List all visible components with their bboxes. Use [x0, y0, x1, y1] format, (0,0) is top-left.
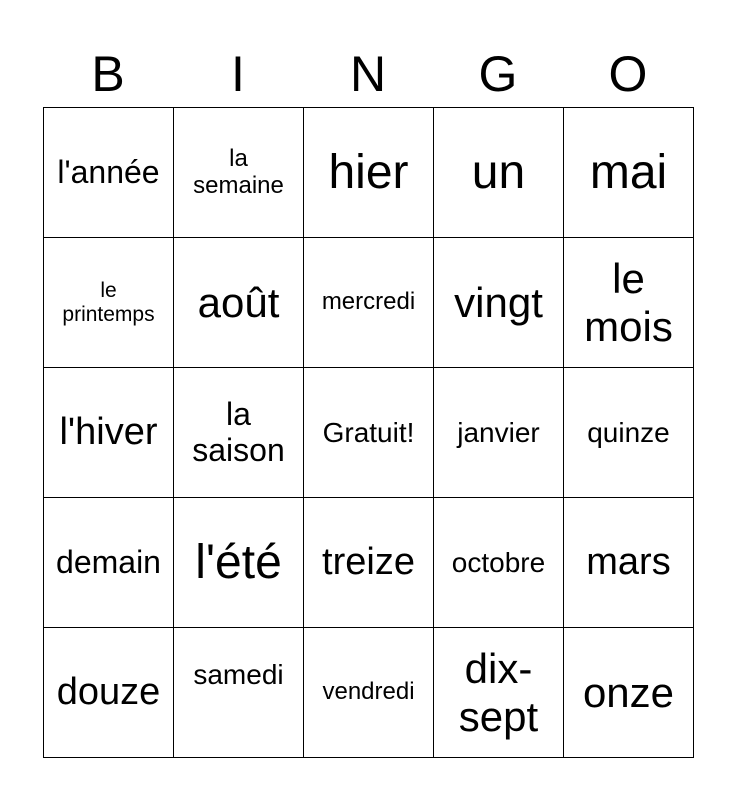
cell-label: mars: [586, 541, 671, 584]
cell-label: samedi: [193, 658, 284, 690]
bingo-cell[interactable]: [304, 498, 434, 628]
cell-label: l'année: [57, 153, 160, 190]
cell-label: la saison: [192, 395, 285, 468]
header-letter-n: N: [349, 46, 387, 102]
header-letter-i: I: [231, 46, 245, 102]
bingo-cell[interactable]: [174, 108, 304, 238]
bingo-cell[interactable]: [434, 238, 564, 368]
bingo-cell[interactable]: [434, 108, 564, 238]
bingo-header: [43, 40, 693, 108]
bingo-cell[interactable]: [304, 628, 434, 758]
header-letter-o: O: [608, 46, 648, 102]
bingo-cell[interactable]: [434, 368, 564, 498]
bingo-cell[interactable]: [304, 108, 434, 238]
bingo-cell[interactable]: [44, 368, 174, 498]
cell-label: quinze: [587, 416, 670, 448]
bingo-cell[interactable]: [564, 238, 694, 368]
cell-label: l'hiver: [59, 411, 158, 454]
bingo-cell[interactable]: [564, 108, 694, 238]
cell-label: mai: [589, 145, 668, 199]
cell-label: demain: [56, 543, 161, 580]
header-letter-b: B: [91, 46, 125, 102]
bingo-cell[interactable]: [304, 368, 434, 498]
cell-label: la semaine: [193, 144, 284, 199]
bingo-board: [43, 107, 694, 758]
cell-label: vingt: [454, 278, 543, 326]
cell-label: l'été: [195, 535, 282, 589]
cell-label: octobre: [451, 546, 546, 578]
cell-label: vendredi: [322, 678, 415, 706]
bingo-cell[interactable]: [44, 108, 174, 238]
bingo-cell[interactable]: [44, 238, 174, 368]
cell-label: hier: [328, 145, 409, 199]
bingo-cell[interactable]: [304, 238, 434, 368]
cell-label: treize: [322, 541, 415, 584]
cell-label: onze: [582, 668, 675, 716]
bingo-cell[interactable]: [44, 628, 174, 758]
cell-label: mercredi: [321, 288, 416, 316]
cell-label: août: [197, 278, 280, 326]
bingo-cell[interactable]: [44, 498, 174, 628]
bingo-cell[interactable]: [434, 498, 564, 628]
header-letter-g: G: [478, 46, 518, 102]
bingo-cell[interactable]: [174, 368, 304, 498]
bingo-cell[interactable]: [174, 628, 304, 758]
bingo-cell[interactable]: [564, 628, 694, 758]
bingo-cell[interactable]: [174, 238, 304, 368]
cell-label: douze: [56, 671, 161, 714]
bingo-cell[interactable]: [564, 498, 694, 628]
free-space-label: Gratuit!: [322, 416, 415, 448]
bingo-cell[interactable]: [174, 498, 304, 628]
bingo-cell[interactable]: [564, 368, 694, 498]
cell-label: le mois: [584, 255, 673, 350]
bingo-cell[interactable]: [434, 628, 564, 758]
cell-label: dix-sept: [458, 645, 539, 740]
cell-label: janvier: [457, 416, 540, 448]
cell-label: le printemps: [62, 278, 155, 326]
cell-label: un: [471, 145, 526, 199]
